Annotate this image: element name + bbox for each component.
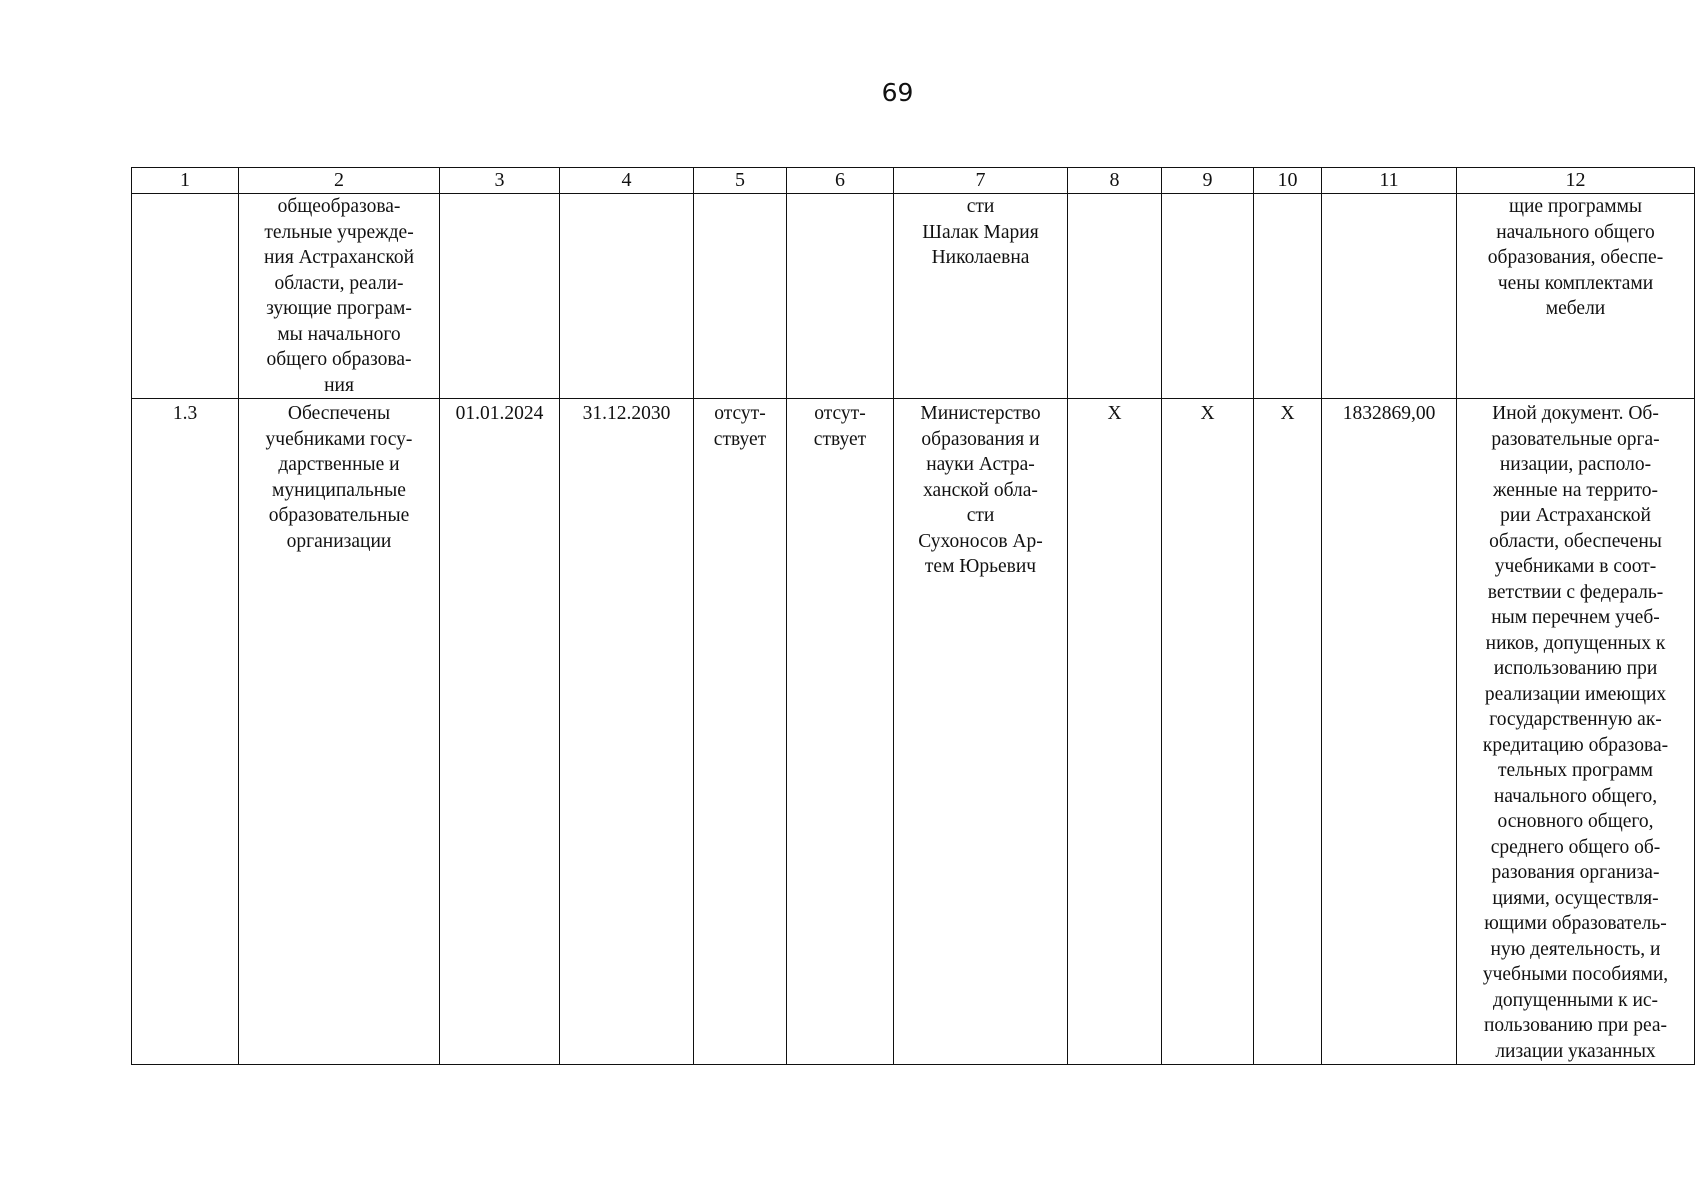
cell-col-8 [1068,194,1162,399]
cell-document-description: щие программы начального общего образования, обеспе- чены комплектами мебели [1457,194,1695,399]
cell-col-5: отсут- ствует [694,399,787,1065]
cell-result-name: Обеспечены учебниками госу- дарственные и муниципальные образовательные организации [239,399,440,1065]
column-number-9: 9 [1162,168,1254,194]
column-number-2: 2 [239,168,440,194]
cell-amount [1322,194,1457,399]
cell-col-8: X [1068,399,1162,1065]
column-number-10: 10 [1254,168,1322,194]
cell-col-5 [694,194,787,399]
cell-end-date: 31.12.2030 [560,399,694,1065]
cell-amount: 1832869,00 [1322,399,1457,1065]
cell-end-date [560,194,694,399]
column-number-7: 7 [894,168,1068,194]
cell-number [132,194,239,399]
cell-col-10: X [1254,399,1322,1065]
cell-responsible: Министерство образования и науки Астра- ханской обла- сти Сухоносов Ар- тем Юрьевич [894,399,1068,1065]
column-number-6: 6 [787,168,894,194]
program-table [131,167,1695,1065]
continuation-row [132,194,1695,399]
cell-col-10 [1254,194,1322,399]
cell-col-6 [787,194,894,399]
cell-responsible: сти Шалак Мария Николаевна [894,194,1068,399]
cell-result-name: общеобразова- тельные учрежде- ния Астраханской области, реали- зующие програм- мы начального общего образова- ния [239,194,440,399]
column-number-1: 1 [132,168,239,194]
cell-col-9 [1162,194,1254,399]
column-number-8: 8 [1068,168,1162,194]
cell-start-date [440,194,560,399]
cell-col-9: X [1162,399,1254,1065]
cell-col-6: отсут- ствует [787,399,894,1065]
column-number-11: 11 [1322,168,1457,194]
cell-document-description: Иной документ. Об- разовательные орга- низации, располо- женные на террито- рии Астраханской области, обеспечены учебниками в соот- ветствии с федераль- ным перечнем учеб- ников, допущенных к использованию при реализации имеющих государственную ак- кредитацию образова- тельных программ начального общего, основного общего, среднего общего об- разования организа- циями, осуществля- ющими образователь- ную деятельность, и учебными пособиями, допущенными к ис- пользованию при реа- лизации указанных [1457,399,1695,1065]
page-number: 69 [881,78,914,107]
column-number-3: 3 [440,168,560,194]
column-number-5: 5 [694,168,787,194]
column-number-4: 4 [560,168,694,194]
column-number-12: 12 [1457,168,1695,194]
column-number-row [132,168,1695,194]
cell-number: 1.3 [132,399,239,1065]
cell-start-date: 01.01.2024 [440,399,560,1065]
table-row-1-3 [132,399,1695,1065]
